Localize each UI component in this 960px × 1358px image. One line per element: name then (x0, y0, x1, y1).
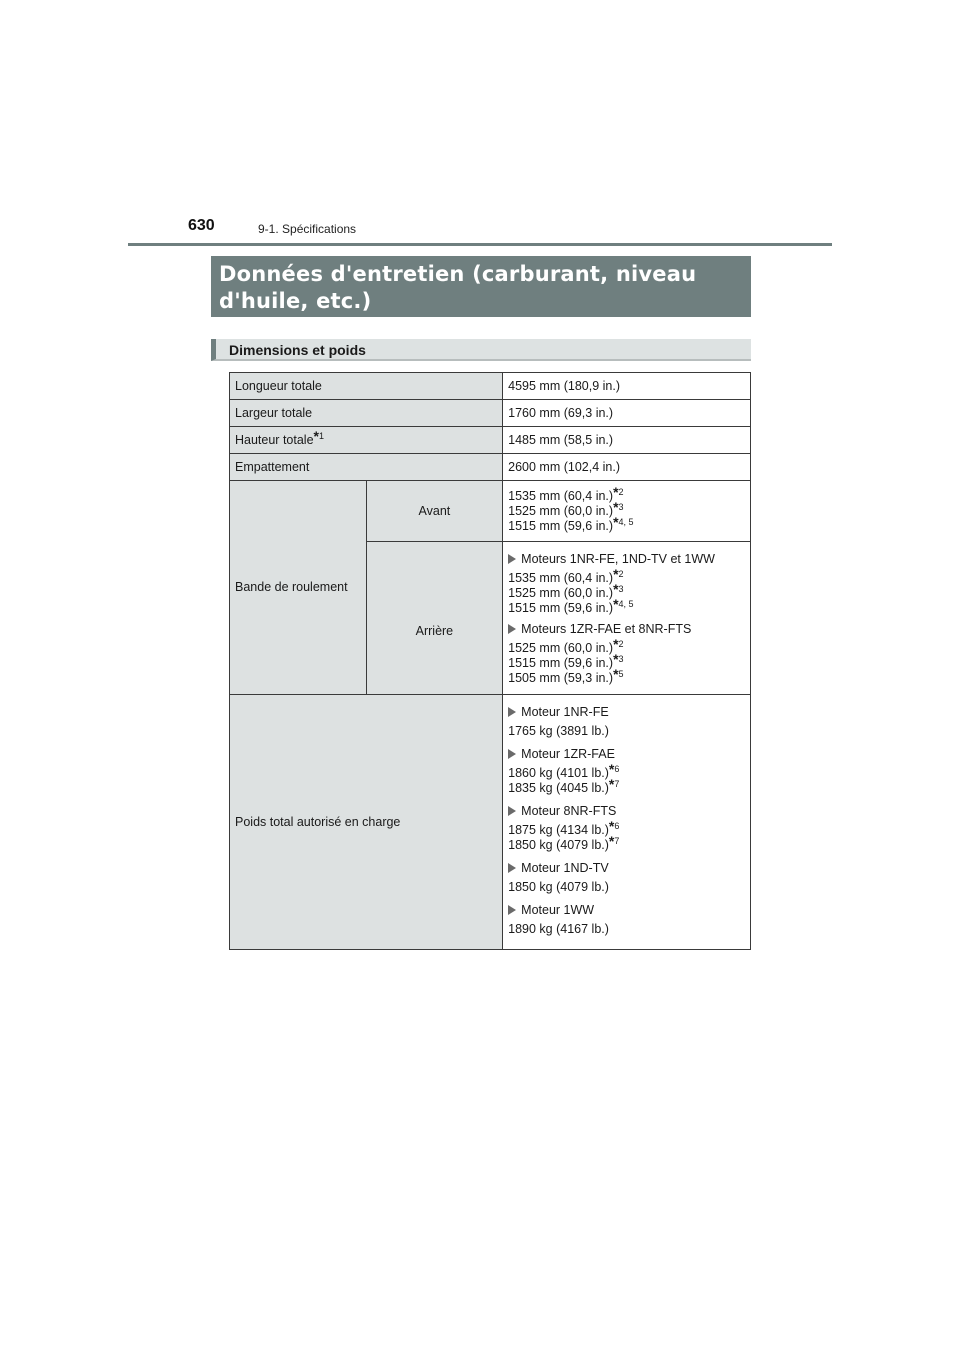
tread-label: Bande de roulement (230, 481, 367, 695)
value-line (508, 922, 745, 937)
value-text: 1525 mm (60,0 in.) (508, 586, 614, 600)
table-row (230, 373, 751, 400)
value-text: 1535 mm (60,4 in.) (508, 571, 614, 585)
value-text: 1515 mm (59,6 in.) (508, 601, 614, 615)
value-block (508, 922, 745, 937)
triangle-bullet-icon (508, 554, 516, 564)
engine-name: Moteurs 1ZR-FAE et 8NR-FTS (521, 622, 692, 636)
value-text: 1860 kg (4101 lb.) (508, 766, 609, 780)
overall-height-label (230, 427, 503, 454)
value-block (508, 724, 745, 739)
table-row (230, 454, 751, 481)
value-text: 1505 mm (59,3 in.) (508, 671, 614, 685)
value-text: 1525 mm (60,0 in.) (508, 641, 614, 655)
value-groups (508, 705, 745, 937)
tread-rear-values (503, 542, 751, 695)
value-text: 1765 kg (3891 lb.) (508, 724, 609, 738)
section-breadcrumb: 9-1. Spécifications (258, 222, 357, 236)
footnote-marker (608, 833, 620, 849)
footnote-asterisk: * (613, 513, 619, 530)
footnote-asterisk: * (613, 636, 619, 652)
value-line (508, 636, 745, 656)
overall-width-value: 1760 mm (69,3 in.) (503, 400, 751, 427)
engine-name: Moteur 1WW (521, 903, 595, 917)
footnote-number: 3 (618, 654, 624, 664)
engine-heading (508, 804, 745, 819)
subsection-heading: Dimensions et poids (211, 339, 751, 361)
engine-name: Moteur 1ND-TV (521, 861, 609, 875)
footnote-number: 5 (618, 669, 624, 679)
triangle-bullet-icon (508, 806, 516, 816)
table-row (230, 400, 751, 427)
value-text: 1525 mm (60,0 in.) (508, 503, 614, 518)
footnote-marker (613, 636, 624, 652)
footnote-number: 6 (614, 764, 620, 774)
footnote-number: 7 (614, 836, 620, 846)
triangle-bullet-icon (508, 863, 516, 873)
value-text: 1850 kg (4079 lb.) (508, 880, 609, 894)
tread-front-label: Avant (366, 481, 503, 542)
value-line (508, 666, 745, 686)
footnote-marker (613, 513, 634, 530)
value-line (508, 513, 745, 534)
value-line (508, 776, 745, 796)
engine-name: Moteur 8NR-FTS (521, 804, 617, 818)
overall-height-label-text: Hauteur totale (235, 432, 314, 447)
wheelbase-value: 2600 mm (102,4 in.) (503, 454, 751, 481)
footnote-asterisk: * (613, 483, 619, 500)
engine-heading (508, 747, 745, 762)
footnote-asterisk: * (613, 581, 619, 597)
engine-name: Moteur 1NR-FE (521, 705, 609, 719)
value-block (508, 566, 745, 616)
table-row (230, 481, 751, 542)
value-text: 1875 kg (4134 lb.) (508, 823, 609, 837)
value-text: 1515 mm (59,6 in.) (508, 518, 614, 533)
footnote-asterisk: * (608, 833, 615, 849)
footnote-number: 2 (618, 486, 624, 497)
engine-heading (508, 861, 745, 876)
value-text: 1890 kg (4167 lb.) (508, 922, 609, 936)
footnote-marker (613, 651, 624, 667)
engine-heading (508, 552, 745, 567)
footnote-number: 3 (618, 501, 624, 512)
value-line (508, 483, 745, 504)
value-line (508, 761, 745, 781)
footnote-number: 6 (614, 821, 620, 831)
footnote-asterisk: * (613, 666, 619, 682)
header-divider (128, 243, 832, 246)
tread-front-values (503, 481, 751, 542)
footnote-marker (613, 483, 624, 500)
wheelbase-label: Empattement (230, 454, 503, 481)
footnote-number: 7 (614, 779, 620, 789)
footnote-marker (613, 596, 634, 612)
footnote-number: 4, 5 (618, 599, 634, 609)
value-block (508, 636, 745, 686)
footnote-marker (613, 666, 624, 682)
footnote-marker (608, 761, 620, 777)
footnote-marker (608, 776, 620, 792)
value-line (508, 818, 745, 838)
value-block (508, 880, 745, 895)
value-line (508, 566, 745, 586)
value-text: 1850 kg (4079 lb.) (508, 838, 609, 852)
footnote-asterisk: * (608, 776, 615, 792)
value-line (508, 880, 745, 895)
footnote-asterisk: * (613, 596, 619, 612)
value-line (508, 724, 745, 739)
engine-heading (508, 705, 745, 720)
value-line (508, 596, 745, 616)
overall-length-label: Longueur totale (230, 373, 503, 400)
engine-heading (508, 903, 745, 918)
triangle-bullet-icon (508, 749, 516, 759)
gvwr-values (503, 695, 751, 950)
footnote-marker (613, 566, 624, 582)
footnote-asterisk: * (613, 566, 619, 582)
footnote-number: 4, 5 (618, 516, 634, 527)
value-text: 1535 mm (60,4 in.) (508, 488, 614, 503)
footnote-asterisk: * (608, 818, 615, 834)
footnote-asterisk: * (613, 651, 619, 667)
value-line (508, 833, 745, 853)
page-number: 630 (188, 217, 215, 234)
page-title: Données d'entretien (carburant, niveau d'huile, etc.) (211, 256, 751, 317)
footnote-marker: *1 (313, 427, 324, 444)
footnote-marker (608, 818, 620, 834)
value-text: 1515 mm (59,6 in.) (508, 656, 614, 670)
footnote-marker (613, 581, 624, 597)
overall-width-label: Largeur totale (230, 400, 503, 427)
value-list (508, 483, 745, 534)
footnote-number: 3 (618, 584, 624, 594)
footnote-number: 1 (318, 430, 324, 441)
gvwr-label: Poids total autorisé en charge (230, 695, 503, 950)
engine-name: Moteurs 1NR-FE, 1ND-TV et 1WW (521, 552, 715, 566)
footnote-asterisk: * (608, 761, 615, 777)
value-block (508, 818, 745, 853)
engine-heading (508, 622, 745, 637)
overall-height-value: 1485 mm (58,5 in.) (503, 427, 751, 454)
footnote-marker (613, 498, 624, 515)
triangle-bullet-icon (508, 905, 516, 915)
dimensions-table (229, 372, 751, 950)
footnote-number: 2 (618, 639, 624, 649)
value-text: 1835 kg (4045 lb.) (508, 781, 609, 795)
tread-rear-label: Arrière (366, 542, 503, 695)
value-line (508, 651, 745, 671)
value-groups (508, 552, 745, 686)
overall-length-value: 4595 mm (180,9 in.) (503, 373, 751, 400)
triangle-bullet-icon (508, 707, 516, 717)
table-row (230, 427, 751, 454)
value-block (508, 761, 745, 796)
footnote-number: 2 (618, 569, 624, 579)
footnote-asterisk: * (613, 498, 619, 515)
engine-name: Moteur 1ZR-FAE (521, 747, 615, 761)
triangle-bullet-icon (508, 624, 516, 634)
table-row (230, 695, 751, 950)
